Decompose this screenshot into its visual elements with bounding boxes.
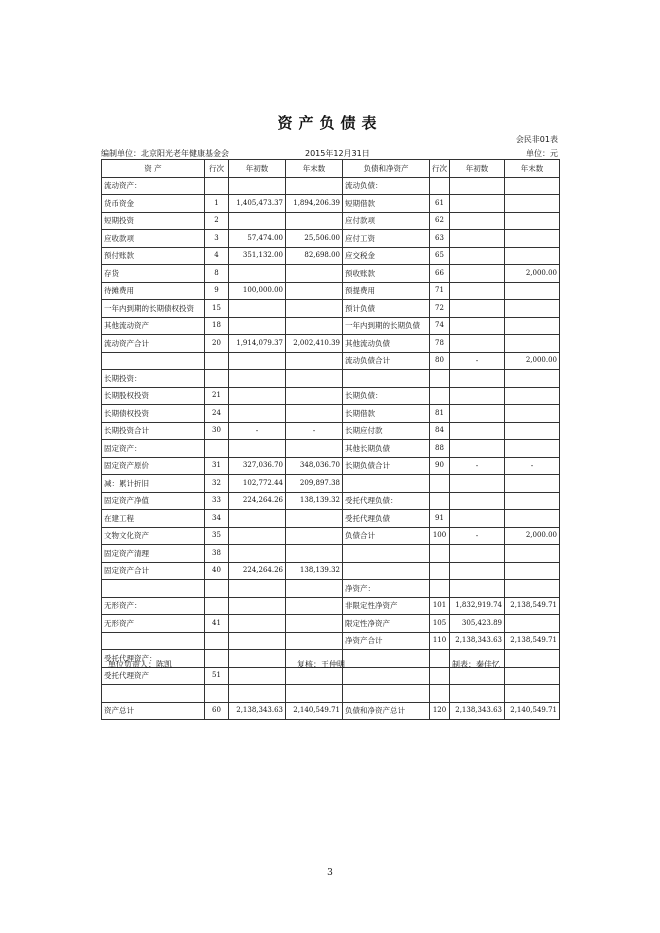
- asset-line-no: 34: [205, 510, 229, 528]
- liability-begin-value: -: [450, 352, 505, 370]
- asset-line-no: 32: [205, 475, 229, 493]
- liability-line-no: 74: [430, 317, 450, 335]
- asset-line-no: [205, 440, 229, 458]
- liability-line-no: [430, 650, 450, 668]
- footer-reviewer: 复核：王仲明: [297, 660, 345, 669]
- asset-item: 固定资产净值: [102, 492, 205, 510]
- asset-item: 流动资产合计: [102, 335, 205, 353]
- asset-begin-value: [229, 510, 286, 528]
- asset-line-no: [205, 685, 229, 703]
- liability-line-no: 120: [430, 702, 450, 720]
- page-title: 资产负债表: [277, 114, 383, 132]
- liability-end-value: 2,000.00: [505, 527, 560, 545]
- asset-item: 短期投资: [102, 212, 205, 230]
- asset-item: [102, 632, 205, 650]
- table-row: [102, 702, 560, 720]
- asset-item: 减：累计折旧: [102, 475, 205, 493]
- liability-line-no: 62: [430, 212, 450, 230]
- asset-begin-value: [229, 352, 286, 370]
- liability-begin-value: [450, 317, 505, 335]
- liability-item: 长期负债：: [343, 387, 430, 405]
- header-begin-2: 年初数: [450, 160, 505, 178]
- asset-end-value: 209,897.38: [286, 475, 343, 493]
- asset-end-value: 348,036.70: [286, 457, 343, 475]
- table-row: [102, 597, 560, 615]
- asset-begin-value: 100,000.00: [229, 282, 286, 300]
- liability-begin-value: [450, 282, 505, 300]
- liability-item: 流动负债合计: [343, 352, 430, 370]
- liability-line-no: [430, 685, 450, 703]
- table-row: [102, 422, 560, 440]
- liability-item: [343, 685, 430, 703]
- asset-end-value: [286, 352, 343, 370]
- liability-end-value: [505, 492, 560, 510]
- asset-line-no: 33: [205, 492, 229, 510]
- table-row: [102, 387, 560, 405]
- liability-end-value: [505, 667, 560, 685]
- asset-begin-value: [229, 177, 286, 195]
- asset-end-value: 138,139.32: [286, 492, 343, 510]
- asset-line-no: 24: [205, 405, 229, 423]
- liability-line-no: [430, 370, 450, 388]
- liability-begin-value: [450, 405, 505, 423]
- liability-begin-value: [450, 545, 505, 563]
- form-code: 会民非01表: [515, 135, 558, 144]
- asset-end-value: [286, 685, 343, 703]
- liability-item: 其他流动负债: [343, 335, 430, 353]
- asset-line-no: 40: [205, 562, 229, 580]
- asset-line-no: 41: [205, 615, 229, 633]
- asset-item: 应收款项: [102, 230, 205, 248]
- liability-item: [343, 370, 430, 388]
- table-row: [102, 177, 560, 195]
- liability-item: 预计负债: [343, 300, 430, 318]
- asset-end-value: [286, 527, 343, 545]
- liability-begin-value: [450, 212, 505, 230]
- asset-end-value: [286, 615, 343, 633]
- liability-begin-value: [450, 492, 505, 510]
- balance-sheet-table: [101, 159, 560, 720]
- liability-begin-value: [450, 195, 505, 213]
- asset-end-value: 25,506.00: [286, 230, 343, 248]
- asset-end-value: [286, 370, 343, 388]
- liability-item: 一年内到期的长期负债: [343, 317, 430, 335]
- liability-line-no: 61: [430, 195, 450, 213]
- liability-end-value: [505, 405, 560, 423]
- liability-item: 短期借款: [343, 195, 430, 213]
- liability-end-value: [505, 177, 560, 195]
- liability-begin-value: [450, 562, 505, 580]
- table-row: [102, 335, 560, 353]
- liability-begin-value: [450, 247, 505, 265]
- asset-line-no: 20: [205, 335, 229, 353]
- page-number: 3: [327, 868, 333, 878]
- liability-end-value: 2,140,549.71: [505, 702, 560, 720]
- liability-begin-value: -: [450, 457, 505, 475]
- liability-begin-value: [450, 422, 505, 440]
- liability-item: [343, 475, 430, 493]
- asset-item: 一年内到期的长期债权投资: [102, 300, 205, 318]
- asset-end-value: -: [286, 422, 343, 440]
- liability-end-value: [505, 387, 560, 405]
- header-begin: 年初数: [229, 160, 286, 178]
- table-row: [102, 282, 560, 300]
- table-row: [102, 317, 560, 335]
- asset-line-no: 15: [205, 300, 229, 318]
- asset-begin-value: -: [229, 422, 286, 440]
- asset-begin-value: [229, 317, 286, 335]
- table-row: [102, 685, 560, 703]
- asset-end-value: [286, 282, 343, 300]
- asset-item: 货币资金: [102, 195, 205, 213]
- liability-begin-value: [450, 370, 505, 388]
- liability-line-no: 71: [430, 282, 450, 300]
- liability-line-no: 84: [430, 422, 450, 440]
- header-line-2: 行次: [430, 160, 450, 178]
- liability-end-value: [505, 247, 560, 265]
- liability-line-no: [430, 492, 450, 510]
- asset-begin-value: 327,036.70: [229, 457, 286, 475]
- asset-line-no: [205, 632, 229, 650]
- liability-item: 流动负债：: [343, 177, 430, 195]
- liability-line-no: 100: [430, 527, 450, 545]
- asset-line-no: 3: [205, 230, 229, 248]
- asset-line-no: 21: [205, 387, 229, 405]
- liability-item: 应付款项: [343, 212, 430, 230]
- report-date: 2015年12月31日: [305, 149, 370, 158]
- asset-begin-value: 224,264.26: [229, 562, 286, 580]
- asset-item: 在建工程: [102, 510, 205, 528]
- asset-begin-value: 351,132.00: [229, 247, 286, 265]
- asset-item: 受托代理资产: [102, 667, 205, 685]
- table-row: [102, 492, 560, 510]
- asset-item: 预付账款: [102, 247, 205, 265]
- asset-item: 长期股权投资: [102, 387, 205, 405]
- table-row: [102, 247, 560, 265]
- liability-end-value: [505, 195, 560, 213]
- asset-begin-value: [229, 265, 286, 283]
- table-row: [102, 562, 560, 580]
- asset-line-no: [205, 177, 229, 195]
- table-row: [102, 230, 560, 248]
- liability-item: 负债合计: [343, 527, 430, 545]
- liability-end-value: -: [505, 457, 560, 475]
- liability-item: 应交税金: [343, 247, 430, 265]
- liability-begin-value: [450, 387, 505, 405]
- liability-end-value: [505, 300, 560, 318]
- asset-item: 固定资产合计: [102, 562, 205, 580]
- asset-begin-value: [229, 580, 286, 598]
- asset-begin-value: [229, 387, 286, 405]
- asset-item: 长期投资：: [102, 370, 205, 388]
- asset-begin-value: [229, 667, 286, 685]
- table-header-row: [102, 160, 560, 178]
- liability-item: 长期负债合计: [343, 457, 430, 475]
- asset-begin-value: 102,772.44: [229, 475, 286, 493]
- liability-item: [343, 650, 430, 668]
- table-row: [102, 580, 560, 598]
- asset-begin-value: [229, 527, 286, 545]
- liability-line-no: 81: [430, 405, 450, 423]
- liability-item: 净资产合计: [343, 632, 430, 650]
- table-row: [102, 510, 560, 528]
- liability-item: [343, 562, 430, 580]
- asset-begin-value: [229, 685, 286, 703]
- asset-end-value: [286, 545, 343, 563]
- asset-begin-value: [229, 615, 286, 633]
- asset-line-no: [205, 650, 229, 668]
- asset-end-value: [286, 317, 343, 335]
- liability-end-value: [505, 615, 560, 633]
- liability-line-no: 72: [430, 300, 450, 318]
- table-row: [102, 265, 560, 283]
- asset-line-no: 18: [205, 317, 229, 335]
- asset-line-no: 60: [205, 702, 229, 720]
- asset-end-value: 82,698.00: [286, 247, 343, 265]
- asset-end-value: 2,140,549.71: [286, 702, 343, 720]
- asset-begin-value: 57,474.00: [229, 230, 286, 248]
- asset-end-value: [286, 580, 343, 598]
- liability-line-no: 65: [430, 247, 450, 265]
- asset-item: 长期投资合计: [102, 422, 205, 440]
- asset-item: 流动资产：: [102, 177, 205, 195]
- asset-begin-value: 1,914,079.37: [229, 335, 286, 353]
- asset-end-value: [286, 510, 343, 528]
- liability-item: 负债和净资产总计: [343, 702, 430, 720]
- asset-end-value: [286, 212, 343, 230]
- liability-begin-value: 1,832,919.74: [450, 597, 505, 615]
- asset-begin-value: [229, 597, 286, 615]
- asset-begin-value: 1,405,473.37: [229, 195, 286, 213]
- liability-begin-value: [450, 335, 505, 353]
- liability-line-no: 80: [430, 352, 450, 370]
- liability-line-no: [430, 475, 450, 493]
- table-row: [102, 615, 560, 633]
- asset-line-no: [205, 580, 229, 598]
- liability-begin-value: [450, 510, 505, 528]
- liability-item: 净资产：: [343, 580, 430, 598]
- asset-line-no: [205, 597, 229, 615]
- liability-end-value: 2,138,549.71: [505, 632, 560, 650]
- liability-end-value: [505, 475, 560, 493]
- table-row: [102, 405, 560, 423]
- asset-line-no: 2: [205, 212, 229, 230]
- header-liabilities: 负债和净资产: [343, 160, 430, 178]
- asset-line-no: 38: [205, 545, 229, 563]
- liability-line-no: [430, 580, 450, 598]
- liability-end-value: [505, 370, 560, 388]
- asset-item: [102, 580, 205, 598]
- table-row: [102, 632, 560, 650]
- asset-end-value: [286, 632, 343, 650]
- liability-item: 非限定性净资产: [343, 597, 430, 615]
- asset-item: 文物文化资产: [102, 527, 205, 545]
- liability-begin-value: [450, 440, 505, 458]
- asset-end-value: [286, 265, 343, 283]
- liability-end-value: [505, 580, 560, 598]
- asset-end-value: [286, 300, 343, 318]
- asset-item: 待摊费用: [102, 282, 205, 300]
- asset-item: 固定资产原价: [102, 457, 205, 475]
- currency-unit: 单位：元: [526, 149, 558, 158]
- asset-line-no: 9: [205, 282, 229, 300]
- liability-line-no: 66: [430, 265, 450, 283]
- asset-item: 资产总计: [102, 702, 205, 720]
- liability-item: [343, 667, 430, 685]
- asset-end-value: [286, 177, 343, 195]
- liability-line-no: 88: [430, 440, 450, 458]
- liability-item: 长期借款: [343, 405, 430, 423]
- liability-line-no: 105: [430, 615, 450, 633]
- table-row: [102, 212, 560, 230]
- asset-line-no: 8: [205, 265, 229, 283]
- asset-line-no: [205, 352, 229, 370]
- asset-end-value: [286, 405, 343, 423]
- asset-line-no: 31: [205, 457, 229, 475]
- table-row: [102, 475, 560, 493]
- header-end-2: 年末数: [505, 160, 560, 178]
- liability-line-no: 90: [430, 457, 450, 475]
- liability-item: 预提费用: [343, 282, 430, 300]
- table-row: [102, 195, 560, 213]
- liability-end-value: [505, 335, 560, 353]
- liability-end-value: [505, 422, 560, 440]
- table-row: [102, 352, 560, 370]
- liability-begin-value: 305,423.89: [450, 615, 505, 633]
- asset-begin-value: 224,264.26: [229, 492, 286, 510]
- asset-item: 固定资产清理: [102, 545, 205, 563]
- header-asset: 资 产: [102, 160, 205, 178]
- liability-begin-value: [450, 300, 505, 318]
- liability-line-no: [430, 667, 450, 685]
- liability-end-value: [505, 545, 560, 563]
- liability-begin-value: 2,138,343.63: [450, 632, 505, 650]
- liability-item: 其他长期负债: [343, 440, 430, 458]
- asset-item: 无形资产: [102, 615, 205, 633]
- asset-line-no: 51: [205, 667, 229, 685]
- asset-end-value: 2,002,410.39: [286, 335, 343, 353]
- liability-begin-value: -: [450, 527, 505, 545]
- asset-line-no: 30: [205, 422, 229, 440]
- liability-item: 长期应付款: [343, 422, 430, 440]
- asset-item: 其他流动资产: [102, 317, 205, 335]
- footer-preparer: 制表：秦佳忆: [452, 660, 500, 669]
- asset-end-value: [286, 387, 343, 405]
- asset-end-value: [286, 597, 343, 615]
- liability-end-value: [505, 230, 560, 248]
- liability-item: 应付工资: [343, 230, 430, 248]
- liability-begin-value: [450, 580, 505, 598]
- liability-end-value: [505, 650, 560, 668]
- asset-item: [102, 685, 205, 703]
- liability-begin-value: [450, 475, 505, 493]
- table-row: [102, 545, 560, 563]
- liability-line-no: 91: [430, 510, 450, 528]
- asset-begin-value: [229, 632, 286, 650]
- asset-end-value: 138,139.32: [286, 562, 343, 580]
- table-row: [102, 370, 560, 388]
- liability-begin-value: [450, 177, 505, 195]
- liability-begin-value: [450, 230, 505, 248]
- asset-item: 长期债权投资: [102, 405, 205, 423]
- liability-item: [343, 545, 430, 563]
- liability-line-no: 78: [430, 335, 450, 353]
- liability-line-no: [430, 545, 450, 563]
- liability-end-value: 2,000.00: [505, 352, 560, 370]
- asset-begin-value: [229, 650, 286, 668]
- asset-line-no: 4: [205, 247, 229, 265]
- liability-line-no: 63: [430, 230, 450, 248]
- asset-item: 固定资产：: [102, 440, 205, 458]
- liability-end-value: [505, 317, 560, 335]
- asset-item: [102, 352, 205, 370]
- table-row: [102, 300, 560, 318]
- liability-line-no: 101: [430, 597, 450, 615]
- liability-line-no: 110: [430, 632, 450, 650]
- header-end: 年末数: [286, 160, 343, 178]
- asset-begin-value: [229, 300, 286, 318]
- asset-begin-value: 2,138,343.63: [229, 702, 286, 720]
- footer-unit-head: 单位负责人：陈凯: [108, 660, 172, 669]
- liability-line-no: [430, 562, 450, 580]
- header-line: 行次: [205, 160, 229, 178]
- liability-end-value: [505, 685, 560, 703]
- liability-end-value: [505, 212, 560, 230]
- liability-begin-value: 2,138,343.63: [450, 702, 505, 720]
- liability-item: 受托代理负债：: [343, 492, 430, 510]
- asset-line-no: 1: [205, 195, 229, 213]
- asset-item: 存货: [102, 265, 205, 283]
- asset-begin-value: [229, 370, 286, 388]
- asset-line-no: [205, 370, 229, 388]
- asset-begin-value: [229, 405, 286, 423]
- asset-item: 无形资产：: [102, 597, 205, 615]
- table-row: [102, 440, 560, 458]
- asset-end-value: [286, 440, 343, 458]
- liability-item: 限定性净资产: [343, 615, 430, 633]
- liability-line-no: [430, 387, 450, 405]
- liability-end-value: 2,000.00: [505, 265, 560, 283]
- asset-item: 受托代理资产：: [102, 650, 205, 668]
- liability-begin-value: [450, 265, 505, 283]
- liability-end-value: [505, 510, 560, 528]
- asset-line-no: 35: [205, 527, 229, 545]
- liability-item: 受托代理负债: [343, 510, 430, 528]
- asset-begin-value: [229, 545, 286, 563]
- asset-begin-value: [229, 212, 286, 230]
- asset-end-value: 1,894,206.39: [286, 195, 343, 213]
- organization-label: 编制单位：北京阳光老年健康基金会: [101, 149, 229, 158]
- liability-end-value: 2,138,549.71: [505, 597, 560, 615]
- liability-begin-value: [450, 685, 505, 703]
- liability-end-value: [505, 282, 560, 300]
- liability-item: 预收账款: [343, 265, 430, 283]
- table-row: [102, 457, 560, 475]
- liability-end-value: [505, 440, 560, 458]
- table-row: [102, 527, 560, 545]
- liability-line-no: [430, 177, 450, 195]
- asset-begin-value: [229, 440, 286, 458]
- liability-end-value: [505, 562, 560, 580]
